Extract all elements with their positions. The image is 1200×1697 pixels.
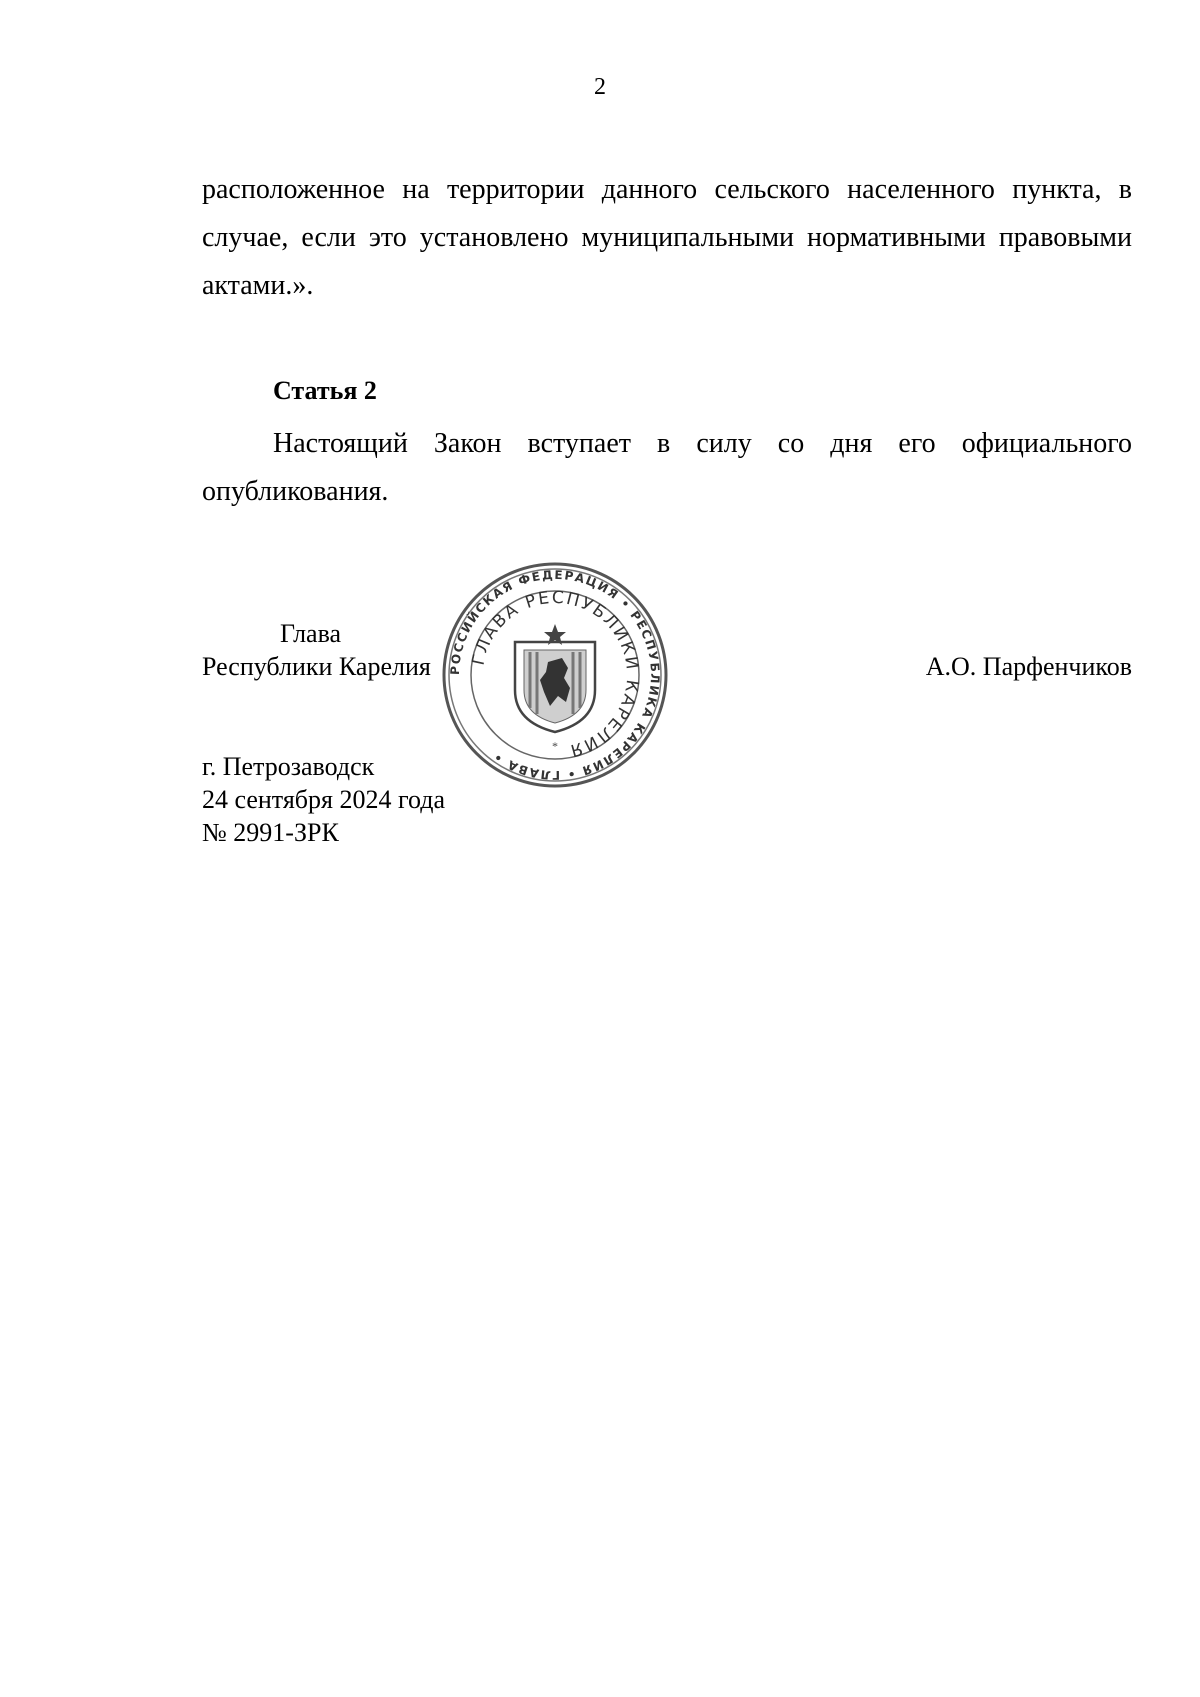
signatory-name: А.О. Парфенчиков	[925, 652, 1132, 681]
paragraph-2-end: опубликования.	[202, 476, 389, 507]
page-number: 2	[594, 74, 606, 100]
signature-title-line-1: Глава	[280, 619, 342, 648]
document-date: 24 сентября 2024 года	[202, 785, 446, 814]
document-city: г. Петрозаводск	[202, 752, 375, 781]
official-seal	[440, 560, 670, 790]
paragraph-1-line-1: расположенное на территории данного сельского населенного пункта, в	[202, 174, 1132, 205]
seal-outer-text: РОССИЙСКАЯ ФЕДЕРАЦИЯ • РЕСПУБЛИКА КАРЕЛИЯ • ГЛАВА •	[447, 567, 663, 783]
signature-title-line-2: Республики Карелия	[202, 652, 431, 681]
seal-graphic	[440, 560, 670, 790]
paragraph-2-line-1: Настоящий Закон вступает в силу со дня его официального	[273, 428, 1132, 459]
document-number: № 2991-ЗРК	[202, 818, 339, 847]
paragraph-1-end: актами.».	[202, 270, 314, 301]
svg-text:*: *	[552, 739, 558, 753]
paragraph-1-line-2: случае, если это установлено муниципальными нормативными правовыми	[202, 222, 1132, 253]
coat-of-arms-icon	[515, 624, 595, 753]
article-heading: Статья 2	[273, 376, 377, 405]
seal-inner-text: ГЛАВА РЕСПУБЛИКИ КАРЕЛИЯ	[468, 587, 643, 761]
